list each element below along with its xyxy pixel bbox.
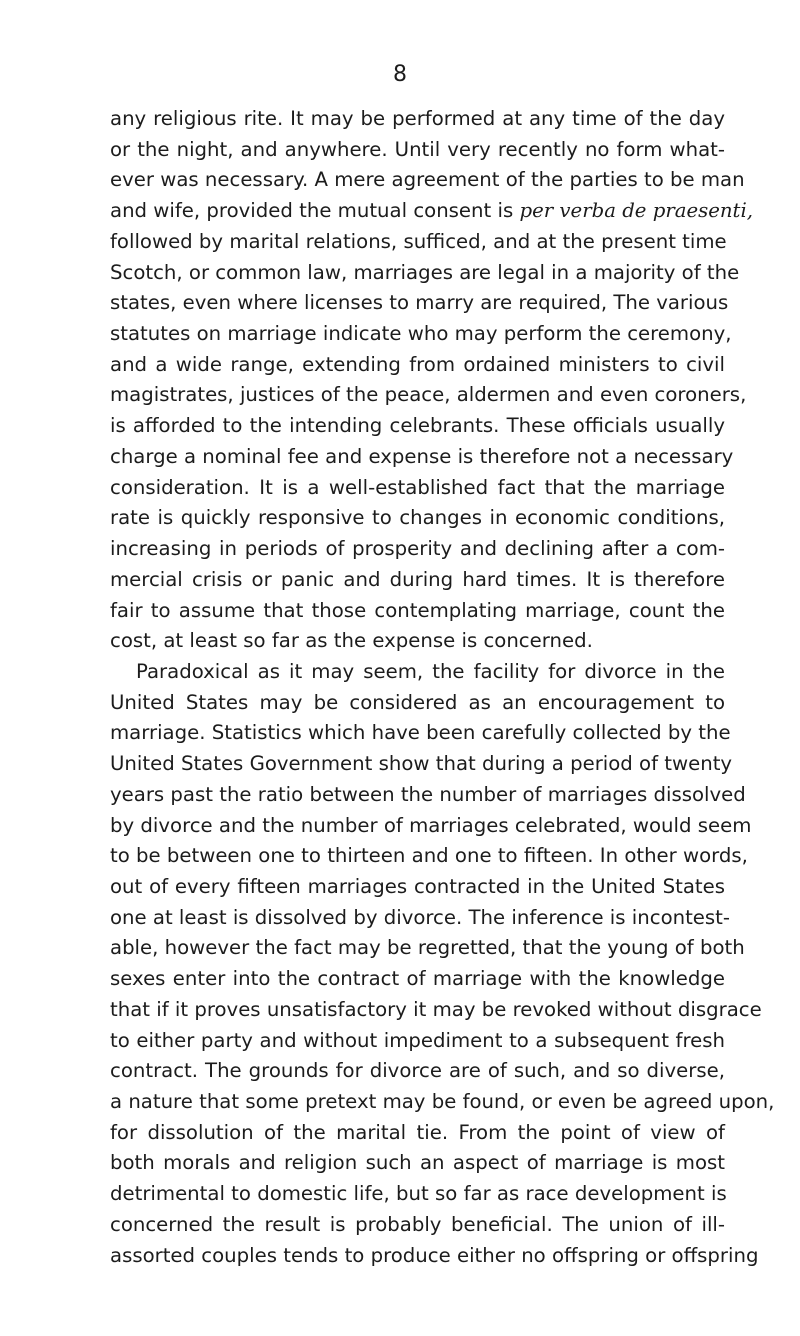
text-line: ever was necessary. A mere agreement of the parties to be man <box>110 168 745 192</box>
body-text <box>110 104 775 1271</box>
text-line: mercial crisis or panic and during hard times. It is therefore <box>110 567 725 591</box>
text-line: detrimental to domestic life, but so far as race development is <box>110 1182 727 1206</box>
page-number: 8 <box>393 62 407 87</box>
text-line: out of every fifteen marriages contracted in the United States <box>110 874 725 898</box>
text-line: by divorce and the number of marriages celebrated, would seem <box>110 813 752 837</box>
text-line: contract. The grounds for divorce are of such, and so diverse, <box>110 1059 725 1083</box>
text-line: assorted couples tends to produce either no offspring or offspring <box>110 1243 759 1267</box>
text-line: to either party and without impediment to a subsequent fresh <box>110 1028 725 1052</box>
text-line: years past the ratio between the number of marriages dissolved <box>110 782 746 806</box>
text-line: states, even where licenses to marry are required, The various <box>110 291 729 315</box>
text-line: and a wide range, extending from ordained ministers to civil <box>110 352 725 376</box>
text-line: one at least is dissolved by divorce. The inference is incontest- <box>110 905 731 929</box>
text-line: charge a nominal fee and expense is therefore not a necessary <box>110 444 734 468</box>
text-line: that if it proves unsatisfactory it may be revoked without disgrace <box>110 997 762 1021</box>
text-line: magistrates, justices of the peace, aldermen and even coroners, <box>110 383 747 407</box>
text-line: Scotch, or common law, marriages are legal in a majority of the <box>110 260 740 284</box>
text-line: for dissolution of the marital tie. From the point of view of <box>110 1120 725 1144</box>
text-line: rate is quickly responsive to changes in economic conditions, <box>110 506 725 530</box>
text-line: is afforded to the intending celebrants. These officials usually <box>110 414 725 438</box>
text-line: sexes enter into the contract of marriage with the knowledge <box>110 967 725 991</box>
text-line: or the night, and anywhere. Until very recently no form what- <box>110 137 725 161</box>
text-line-with-latin <box>110 196 754 227</box>
text-line: statutes on marriage indicate who may perform the ceremony, <box>110 322 732 346</box>
text-line: marriage. Statistics which have been carefully collected by the <box>110 721 731 745</box>
text-line: United States may be considered as an encouragement to <box>110 690 725 714</box>
text-line: any religious rite. It may be performed at any time of the day <box>110 107 725 130</box>
text-line: to be between one to thirteen and one to fifteen. In other words, <box>110 844 748 868</box>
text-line: Paradoxical as it may seem, the facility for divorce in the <box>136 659 725 683</box>
text-line: followed by marital relations, sufficed, and at the present time <box>110 229 727 253</box>
text-line: concerned the result is probably beneficial. The union of ill- <box>110 1212 725 1236</box>
text-line: a nature that some pretext may be found, or even be agreed upon, <box>110 1090 775 1113</box>
text-line: both morals and religion such an aspect of marriage is most <box>110 1151 725 1175</box>
text-line: fair to assume that those contemplating marriage, count the <box>110 598 725 622</box>
text-line: United States Government show that during a period of twenty <box>110 752 733 776</box>
text-line: able, however the fact may be regretted, that the young of both <box>110 936 745 960</box>
text-line: cost, at least so far as the expense is concerned. <box>110 629 593 653</box>
latin-phrase: per verba de praesenti, <box>519 199 754 223</box>
text-line: consideration. It is a well-established fact that the marriage <box>110 475 725 499</box>
text-line: increasing in periods of prosperity and declining after a com- <box>110 537 725 561</box>
text-segment: and wife, provided the mutual consent is <box>110 199 514 223</box>
